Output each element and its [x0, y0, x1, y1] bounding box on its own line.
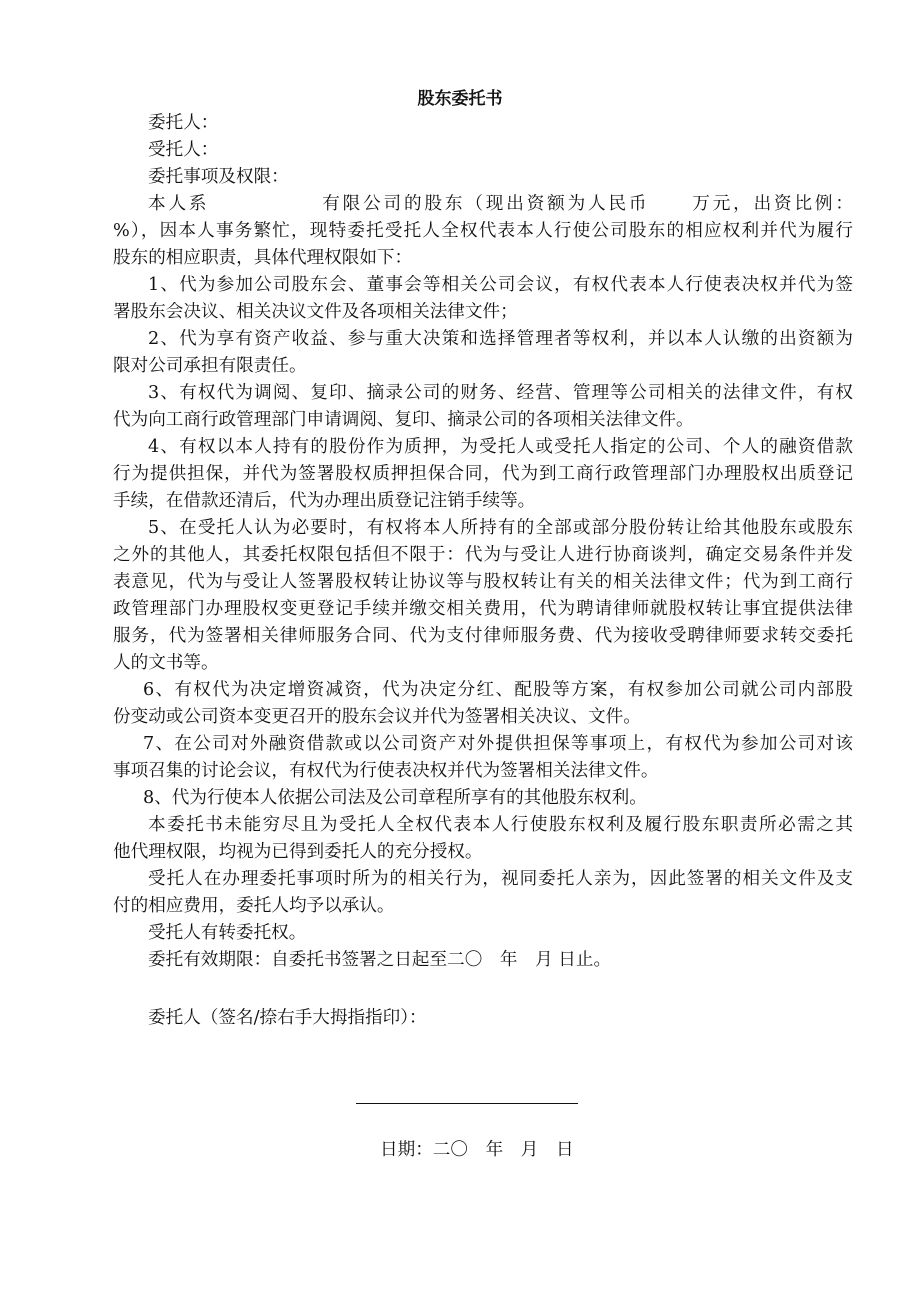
subdelegation-line: 受托人有转委托权。 [148, 923, 307, 943]
clause-a-line: 本委托书未能穷尽且为受托人全权代表本人行使股东权利及履行股东职责所必需之其 [148, 815, 853, 835]
item6-line: 份变动或公司资本变更召开的股东会议并代为签署相关决议、文件。 [113, 707, 641, 727]
item2-line: 限对公司承担有限责任。 [113, 356, 307, 376]
item7-line: 7、在公司对外融资借款或以公司资产对外提供担保等事项上，有权代为参加公司对该 [143, 734, 853, 754]
intro-part-b: 有限公司的股东（现出资额为人民币 [319, 194, 650, 214]
item6-line: 6、有权代为决定增资减资，代为决定分红、配股等方案，有权参加公司就公司内部股 [143, 680, 853, 700]
clause-b-line: 受托人在办理委托事项时所为的相关行为，视同委托人亲为，因此签署的相关文件及支 [148, 869, 853, 889]
item2-line: 2、代为享有资产收益、参与重大决策和选择管理者等权利，并以本人认缴的出资额为 [148, 329, 853, 349]
document-title: 股东委托书 [417, 89, 503, 109]
item4-line: 行为提供担保，并代为签署股权质押担保合同，代为到工商行政管理部门办理股权出质登记 [113, 464, 853, 484]
item8-line: 8、代为行使本人依据公司法及公司章程所享有的其他股东权利。 [143, 788, 647, 808]
item1-line: 署股东会决议、相关决议文件及各项相关法律文件； [113, 302, 518, 322]
principal-label: 委托人： [148, 113, 219, 133]
item7-line: 事项召集的讨论会议，有权代为行使表决权并代为签署相关法律文件。 [113, 761, 659, 781]
scope-label: 委托事项及权限： [148, 167, 289, 187]
signature-label: 委托人（签名/捺右手大拇指指印）： [148, 1008, 427, 1028]
intro-line-2: %），因本人事务繁忙，现特委托受托人全权代表本人行使公司股东的相应权利并代为履行 [113, 221, 853, 241]
item5-line: 政管理部门办理股权变更登记手续并缴交相关费用，代为聘请律师就股权转让事宜提供法律 [113, 599, 853, 619]
item3-line: 代为向工商行政管理部门申请调阅、复印、摘录公司的各项相关法律文件。 [113, 410, 694, 430]
item4-line: 手续，在借款还清后，代为办理出质登记注销手续等。 [113, 491, 536, 511]
intro-part-c: 万元，出资比例： [689, 194, 853, 214]
date-line: 日期：二〇 年 月 日 [380, 1140, 574, 1160]
agent-label: 受托人： [148, 140, 219, 160]
item5-line: 之外的其他人，其委托权限包括但不限于：代为与受让人进行协商谈判，确定交易条件并发 [113, 545, 853, 565]
intro-part-a: 本人系 [148, 194, 210, 214]
clause-b-line: 付的相应费用，委托人均予以承认。 [113, 896, 395, 916]
document-body [113, 110, 853, 974]
intro-line-1 [113, 191, 853, 218]
signature-line [356, 1103, 578, 1104]
item3-line: 3、有权代为调阅、复印、摘录公司的财务、经营、管理等公司相关的法律文件，有权 [148, 383, 853, 403]
item1-line: 1、代为参加公司股东会、董事会等相关公司会议，有权代表本人行使表决权并代为签 [148, 275, 853, 295]
item5-line: 服务，代为签署相关律师服务合同、代为支付律师服务费、代为接收受聘律师要求转交委托 [113, 626, 853, 646]
item4-line: 4、有权以本人持有的股份作为质押，为受托人或受托人指定的公司、个人的融资借款 [148, 437, 853, 457]
intro-line-3: 股东的相应职责，具体代理权限如下： [113, 248, 413, 268]
item5-line: 人的文书等。 [113, 653, 219, 673]
item5-line: 5、在受托人认为必要时，有权将本人所持有的全部或部分股份转让给其他股东或股东 [148, 518, 853, 538]
clause-a-line: 他代理权限，均视为已得到委托人的充分授权。 [113, 842, 483, 862]
validity-line: 委托有效期限：自委托书签署之日起至二〇 年 月 日止。 [148, 950, 612, 970]
item5-line: 表意见，代为与受让人签署股权转让协议等与股权转让有关的相关法律文件；代为到工商行 [113, 572, 853, 592]
